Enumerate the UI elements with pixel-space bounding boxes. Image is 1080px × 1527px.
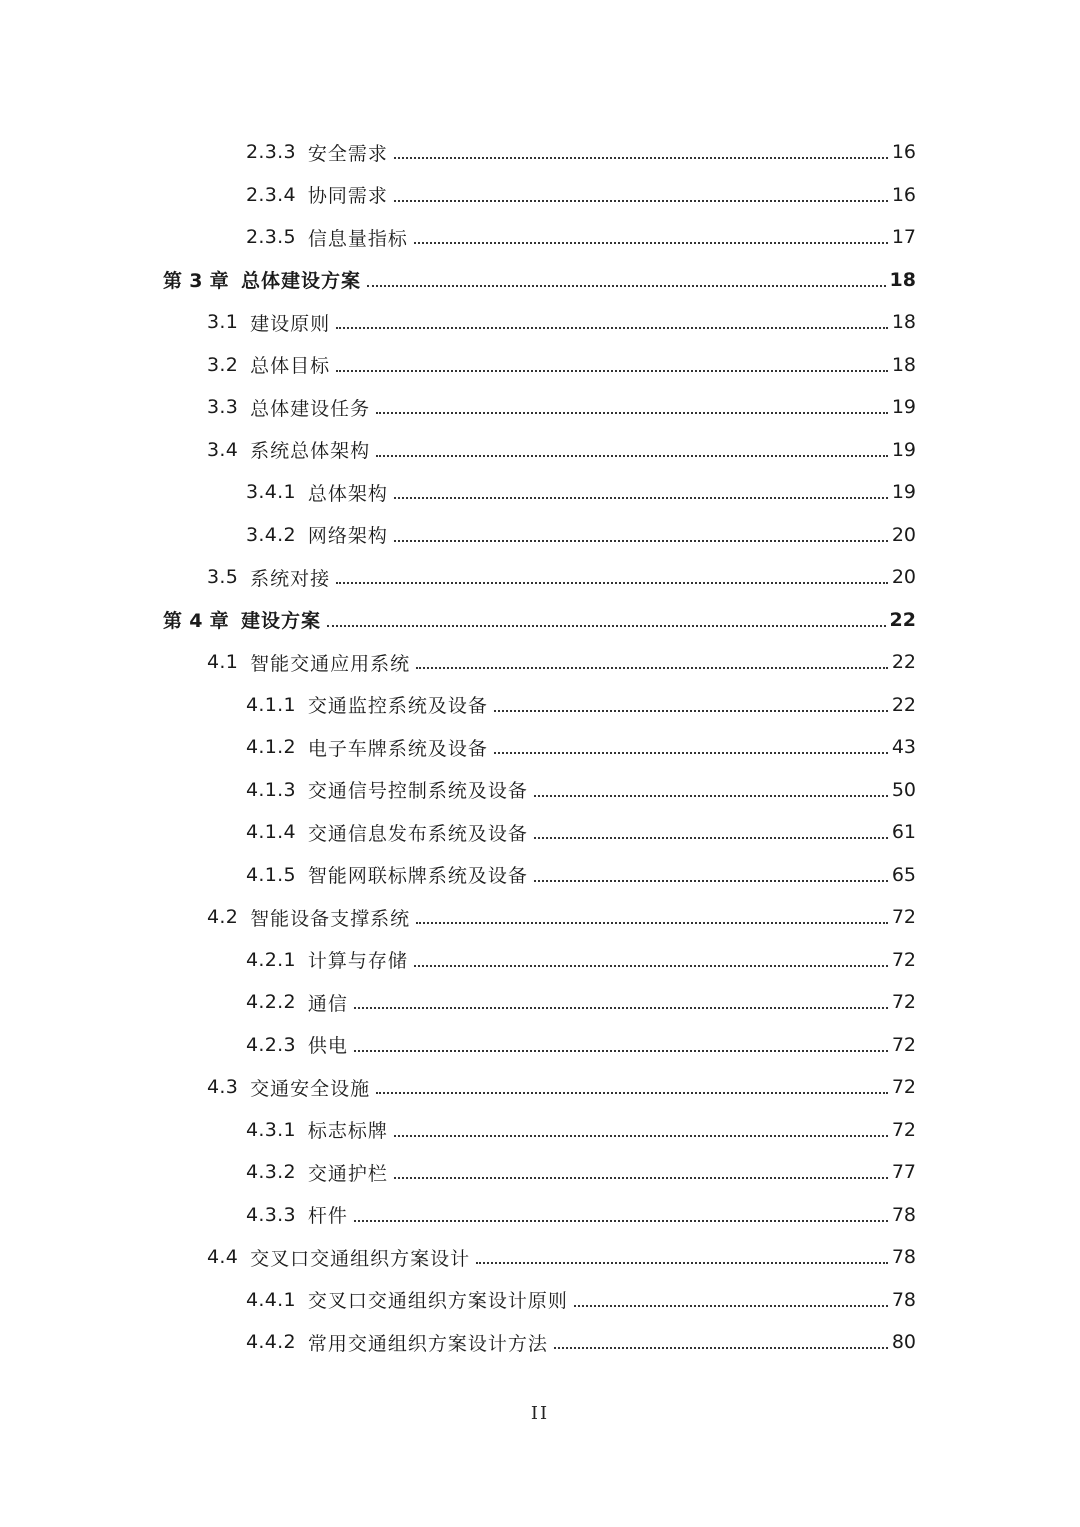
page-number-footer: II (530, 1403, 550, 1424)
toc-entry-number: 4.3.3 (246, 1203, 296, 1226)
toc-subsection-entry[interactable] (0, 684, 1080, 727)
toc-entry-number: 3.3 (207, 396, 239, 419)
toc-entry-title: 计算与存储 (307, 950, 408, 973)
toc-entry-title: 交通监控系统及设备 (307, 695, 488, 718)
toc-subsection-entry[interactable] (0, 1279, 1080, 1322)
toc-subsection-entry[interactable] (0, 939, 1080, 982)
toc-entry-page-number: 80 (891, 1331, 916, 1354)
toc-entry-page-number: 16 (891, 141, 916, 164)
toc-entry-number: 2.3.4 (246, 183, 296, 206)
dot-leader (354, 1007, 888, 1009)
toc-entry-number: 第 4 章 (163, 610, 229, 633)
toc-entry-title: 供电 (307, 1035, 348, 1058)
toc-entry-number: 4.3 (207, 1076, 239, 1099)
toc-entry-title: 总体目标 (250, 355, 331, 378)
toc-entry-page-number: 18 (891, 353, 916, 376)
dot-leader (354, 1050, 888, 1052)
dot-leader (494, 710, 888, 712)
toc-chapter-entry[interactable] (0, 259, 1080, 302)
toc-entry-title: 安全需求 (307, 142, 388, 165)
toc-entry-page-number: 72 (891, 991, 916, 1014)
toc-entry-number: 4.1.4 (246, 821, 296, 844)
dot-leader (367, 285, 886, 287)
toc-entry-number: 3.5 (207, 566, 239, 589)
toc-entry-page-number: 16 (891, 183, 916, 206)
toc-entry-page-number: 20 (891, 566, 916, 589)
toc-entry-page-number: 19 (891, 481, 916, 504)
toc-entry-title: 交叉口交通组织方案设计 (250, 1247, 471, 1270)
toc-section-entry[interactable] (0, 1236, 1080, 1279)
dot-leader (336, 370, 888, 372)
toc-subsection-entry[interactable] (0, 811, 1080, 854)
toc-subsection-entry[interactable] (0, 854, 1080, 897)
toc-entry-page-number: 78 (891, 1288, 916, 1311)
toc-section-entry[interactable] (0, 386, 1080, 429)
toc-entry-title: 交叉口交通组织方案设计原则 (307, 1290, 568, 1313)
toc-section-entry[interactable] (0, 301, 1080, 344)
toc-entry-title: 信息量指标 (307, 227, 408, 250)
toc-entry-title: 总体建设任务 (250, 397, 371, 420)
toc-entry-page-number: 19 (891, 438, 916, 461)
toc-entry-page-number: 50 (891, 778, 916, 801)
toc-entry-page-number: 72 (891, 1076, 916, 1099)
toc-entry-number: 4.4.2 (246, 1331, 296, 1354)
dot-leader (327, 625, 886, 627)
dot-leader (376, 455, 888, 457)
toc-section-entry[interactable] (0, 556, 1080, 599)
toc-entry-number: 4.3.2 (246, 1161, 296, 1184)
toc-entry-title: 智能交通应用系统 (250, 652, 411, 675)
toc-entry-number: 4.1.5 (246, 863, 296, 886)
toc-entry-title: 电子车牌系统及设备 (307, 737, 488, 760)
toc-entry-page-number: 77 (891, 1161, 916, 1184)
toc-subsection-entry[interactable] (0, 471, 1080, 514)
toc-entry-number: 3.4.1 (246, 481, 296, 504)
toc-subsection-entry[interactable] (0, 131, 1080, 174)
toc-subsection-entry[interactable] (0, 216, 1080, 259)
dot-leader (534, 795, 888, 797)
toc-section-entry[interactable] (0, 344, 1080, 387)
toc-entry-title: 系统总体架构 (250, 440, 371, 463)
toc-subsection-entry[interactable] (0, 769, 1080, 812)
dot-leader (574, 1305, 888, 1307)
toc-entry-page-number: 72 (891, 906, 916, 929)
toc-entry-number: 4.1.3 (246, 778, 296, 801)
dot-leader (416, 667, 888, 669)
toc-entry-number: 4.1 (207, 651, 239, 674)
dot-leader (414, 965, 888, 967)
toc-entry-page-number: 22 (891, 693, 916, 716)
toc-entry-page-number: 72 (891, 1118, 916, 1141)
toc-entry-title: 杆件 (307, 1205, 348, 1228)
toc-entry-title: 交通信息发布系统及设备 (307, 822, 528, 845)
toc-subsection-entry[interactable] (0, 1151, 1080, 1194)
toc-entry-number: 2.3.5 (246, 226, 296, 249)
toc-entry-number: 4.2 (207, 906, 239, 929)
toc-entry-page-number: 78 (891, 1203, 916, 1226)
dot-leader (476, 1262, 888, 1264)
toc-entry-page-number: 17 (891, 226, 916, 249)
toc-entry-page-number: 78 (891, 1246, 916, 1269)
toc-entry-number: 4.1.1 (246, 693, 296, 716)
toc-entry-number: 4.3.1 (246, 1118, 296, 1141)
toc-entry-number: 3.2 (207, 353, 239, 376)
toc-entry-title: 网络架构 (307, 525, 388, 548)
toc-entry-number: 3.4 (207, 438, 239, 461)
dot-leader (354, 1220, 888, 1222)
toc-entry-title: 建设原则 (250, 312, 331, 335)
dot-leader (394, 540, 888, 542)
toc-subsection-entry[interactable] (0, 1321, 1080, 1364)
toc-entry-title: 常用交通组织方案设计方法 (307, 1332, 548, 1355)
toc-entry-page-number: 20 (891, 523, 916, 546)
dot-leader (394, 1177, 888, 1179)
dot-leader (414, 242, 888, 244)
toc-section-entry[interactable] (0, 429, 1080, 472)
toc-entry-title: 通信 (307, 992, 348, 1015)
table-of-contents (0, 131, 1080, 1364)
toc-entry-title: 交通护栏 (307, 1162, 388, 1185)
toc-entry-page-number: 18 (889, 268, 916, 291)
toc-entry-title: 智能设备支撑系统 (250, 907, 411, 930)
toc-entry-number: 4.2.2 (246, 991, 296, 1014)
toc-entry-title: 总体建设方案 (240, 270, 361, 293)
toc-subsection-entry[interactable] (0, 174, 1080, 217)
toc-entry-number: 第 3 章 (163, 270, 229, 293)
toc-entry-title: 总体架构 (307, 482, 388, 505)
toc-entry-page-number: 61 (891, 821, 916, 844)
dot-leader (534, 880, 888, 882)
toc-entry-title: 系统对接 (250, 567, 331, 590)
toc-section-entry[interactable] (0, 1066, 1080, 1109)
toc-entry-title: 建设方案 (240, 610, 321, 633)
toc-subsection-entry[interactable] (0, 1024, 1080, 1067)
toc-entry-number: 4.4.1 (246, 1288, 296, 1311)
toc-entry-title: 协同需求 (307, 185, 388, 208)
toc-entry-page-number: 72 (891, 1033, 916, 1056)
toc-section-entry[interactable] (0, 641, 1080, 684)
dot-leader (394, 1135, 888, 1137)
toc-subsection-entry[interactable] (0, 1109, 1080, 1152)
dot-leader (394, 157, 888, 159)
toc-entry-page-number: 22 (891, 651, 916, 674)
dot-leader (554, 1347, 888, 1349)
toc-subsection-entry[interactable] (0, 514, 1080, 557)
toc-entry-page-number: 65 (891, 863, 916, 886)
toc-entry-page-number: 72 (891, 948, 916, 971)
dot-leader (534, 837, 888, 839)
toc-entry-number: 3.4.2 (246, 523, 296, 546)
toc-chapter-entry[interactable] (0, 599, 1080, 642)
toc-entry-page-number: 43 (891, 736, 916, 759)
toc-entry-number: 2.3.3 (246, 141, 296, 164)
toc-entry-number: 4.1.2 (246, 736, 296, 759)
toc-entry-number: 4.2.1 (246, 948, 296, 971)
dot-leader (394, 200, 888, 202)
toc-subsection-entry[interactable] (0, 726, 1080, 769)
dot-leader (376, 1092, 888, 1094)
toc-entry-title: 标志标牌 (307, 1120, 388, 1143)
toc-entry-title: 交通安全设施 (250, 1077, 371, 1100)
toc-entry-page-number: 22 (889, 608, 916, 631)
dot-leader (394, 497, 888, 499)
toc-entry-page-number: 19 (891, 396, 916, 419)
toc-entry-title: 交通信号控制系统及设备 (307, 780, 528, 803)
dot-leader (336, 582, 888, 584)
dot-leader (416, 922, 888, 924)
toc-entry-number: 4.4 (207, 1246, 239, 1269)
dot-leader (336, 327, 888, 329)
dot-leader (376, 412, 888, 414)
dot-leader (494, 752, 888, 754)
toc-subsection-entry[interactable] (0, 981, 1080, 1024)
toc-subsection-entry[interactable] (0, 1194, 1080, 1237)
toc-section-entry[interactable] (0, 896, 1080, 939)
toc-entry-number: 3.1 (207, 311, 239, 334)
toc-entry-page-number: 18 (891, 311, 916, 334)
toc-entry-number: 4.2.3 (246, 1033, 296, 1056)
toc-entry-title: 智能网联标牌系统及设备 (307, 865, 528, 888)
